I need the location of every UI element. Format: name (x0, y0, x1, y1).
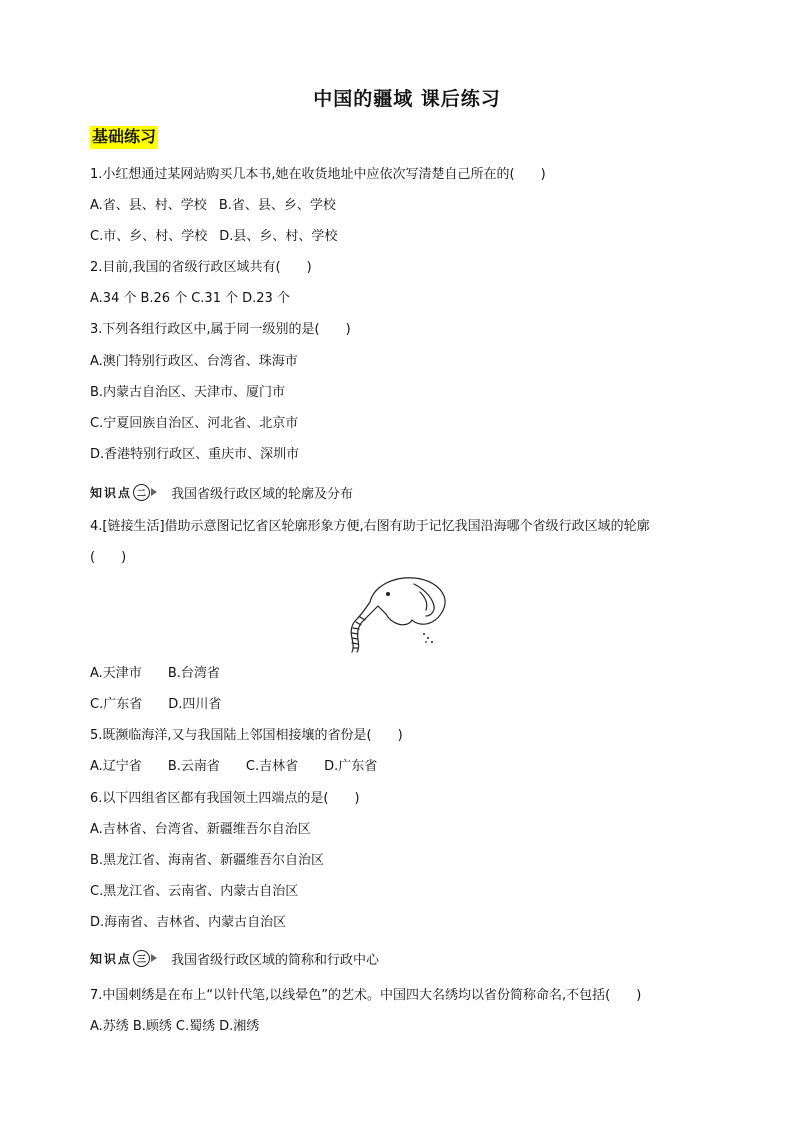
question-4-option-d: D.四川省 (168, 697, 222, 712)
knowledge-point-number-badge: 二 (133, 484, 150, 501)
question-5-option-a: A.辽宁省 (90, 759, 142, 774)
question-4-options-row-1 (90, 665, 220, 683)
question-7-option-b: B.顾绣 (132, 1019, 172, 1034)
question-2-option-c: C.31 个 (191, 291, 239, 306)
question-2-option-a: A.34 个 (90, 291, 137, 306)
question-4-answer-blank: ( ) (90, 550, 127, 565)
question-5-options (90, 758, 377, 776)
question-4-stem: 4.[链接生活]借助示意图记忆省区轮廓形象方便,右图有助于记忆我国沿海哪个省级行政区域的轮廓 (90, 519, 650, 534)
question-3-stem: 3.下列各组行政区中,属于同一级别的是( ) (90, 322, 351, 337)
question-4-options-row-2 (90, 696, 221, 714)
elephant-outline-illustration (340, 572, 455, 654)
page-title: 中国的疆域 课后练习 (313, 88, 501, 110)
question-1-option-b: B.省、县、乡、学校 (218, 198, 336, 213)
question-4-option-b: B.台湾省 (167, 666, 220, 681)
question-2-option-d: D.23 个 (242, 291, 290, 306)
knowledge-point-label: 知识点 (90, 485, 133, 500)
question-5-option-d: D.广东省 (324, 759, 378, 774)
question-1-option-c: C.市、乡、村、学校 (90, 229, 208, 244)
knowledge-point-2 (90, 482, 353, 502)
question-6-option-c: C.黑龙江省、云南省、内蒙古自治区 (90, 884, 299, 899)
question-7-option-c: C.蜀绣 (175, 1019, 216, 1034)
question-3-option-a: A.澳门特别行政区、台湾省、珠海市 (90, 354, 298, 369)
knowledge-point-label: 知识点 (90, 951, 133, 966)
question-1-options-row-2 (90, 228, 337, 246)
question-4-option-c: C.广东省 (90, 697, 143, 712)
question-6-option-d: D.海南省、吉林省、内蒙古自治区 (90, 915, 287, 930)
knowledge-point-3 (90, 948, 379, 968)
question-7-stem: 7.中国刺绣是在布上“以针代笔,以线晕色”的艺术。中国四大名绣均以省份简称命名,不包括( ) (90, 988, 642, 1003)
question-2-stem: 2.目前,我国的省级行政区域共有( ) (90, 260, 312, 275)
section-heading: 基础练习 (90, 126, 158, 149)
question-4-option-a: A.天津市 (90, 666, 142, 681)
question-5-option-b: B.云南省 (167, 759, 220, 774)
question-5-option-c: C.吉林省 (245, 759, 299, 774)
question-7-options (90, 1018, 259, 1036)
knowledge-point-number-badge: 三 (133, 950, 150, 967)
question-3-option-d: D.香港特别行政区、重庆市、深圳市 (90, 447, 300, 462)
question-7-option-a: A.苏绣 (90, 1019, 129, 1034)
question-1-options-row-1 (90, 197, 336, 215)
question-6-stem: 6.以下四组省区都有我国领土四端点的是( ) (90, 791, 360, 806)
question-2-options (90, 290, 290, 308)
question-3-option-c: C.宁夏回族自治区、河北省、北京市 (90, 416, 299, 431)
question-1-option-d: D.县、乡、村、学校 (219, 229, 338, 244)
question-1-option-a: A.省、县、村、学校 (90, 198, 207, 213)
question-6-option-a: A.吉林省、台湾省、新疆维吾尔自治区 (90, 822, 311, 837)
pointer-arrow-icon (151, 488, 157, 496)
question-5-stem: 5.既濒临海洋,又与我国陆上邻国相接壤的省份是( ) (90, 728, 403, 743)
question-1-stem: 1.小红想通过某网站购买几本书,她在收货地址中应依次写清楚自己所在的( ) (90, 167, 546, 182)
question-6-option-b: B.黑龙江省、海南省、新疆维吾尔自治区 (90, 853, 325, 868)
question-7-option-d: D.湘绣 (219, 1019, 260, 1034)
knowledge-point-title: 我国省级行政区域的轮廓及分布 (171, 486, 354, 502)
question-3-option-b: B.内蒙古自治区、天津市、厦门市 (90, 385, 286, 400)
pointer-arrow-icon (151, 954, 157, 962)
knowledge-point-title: 我国省级行政区域的简称和行政中心 (171, 952, 380, 968)
question-2-option-b: B.26 个 (140, 291, 188, 306)
